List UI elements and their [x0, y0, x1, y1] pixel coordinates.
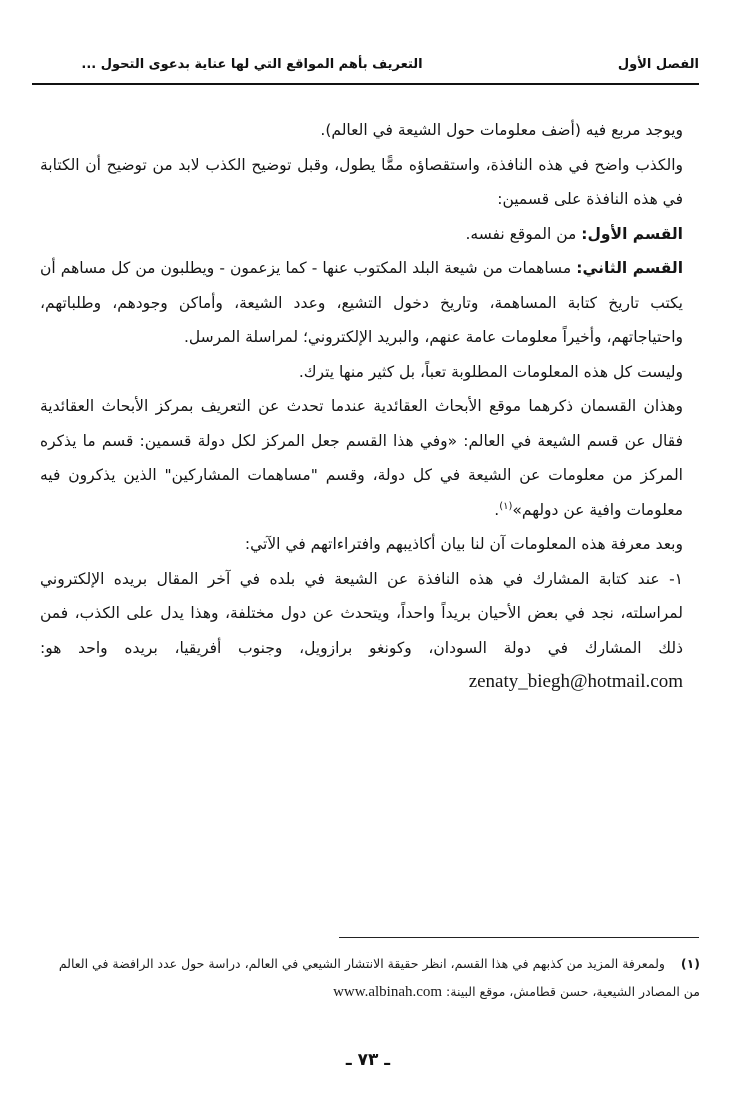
paragraph: والكذب واضح في هذه النافذة، واستقصاؤه ممًّا يطول، وقبل توضيح الكذب لابد من توضيح أن الكتابة في هذه النافذة على قسمين: — [40, 155, 683, 208]
paragraph — [40, 251, 698, 355]
footnotes — [40, 950, 700, 1006]
section-label: القسم الثاني: — [576, 259, 684, 277]
paragraph-text: ١- عند كتابة المشارك في هذه النافذة عن الشيعة في بلده في آخر المقال بريده الإلكتروني لمراسلته، نجد في بعض الأحيان بريداً واحداً، ويتحدث عن دول مختلفة، وهذا يدل على الكذب، فمن ذلك المشارك في دولة السودان، وكونغو برازويل، وجنوب أفريقيا، بريده واحد هو: — [40, 569, 683, 657]
paragraph: وبعد معرفة هذه المعلومات آن لنا بيان أكاذيبهم وافتراءاتهم في الآتي: — [244, 535, 683, 553]
paragraph-text: مساهمات من شيعة البلد المكتوب عنها - كما يزعمون - ويطلبون من كل مساهم أن يكتب تاريخ كتابة المساهمة، وتاريخ دخول التشيع، وعدد الشيعة، وأماكن وجودهم، وطلباتهم، واحتياجاتهم، وأخيراً معلومات عامة عنهم، والبريد الإلكتروني؛ لمراسلة المرسل. — [40, 259, 683, 346]
paragraph: وليست كل هذه المعلومات المطلوبة تعباً، بل كثير منها يترك. — [298, 362, 683, 381]
footnote-url: www.albinah.com — [333, 984, 443, 1000]
paragraph-end: . — [494, 500, 500, 519]
header-divider — [32, 83, 699, 85]
running-header — [32, 55, 699, 85]
main-text — [40, 113, 698, 700]
footnote-number: (١) — [680, 956, 700, 971]
paragraph — [40, 389, 698, 527]
email-address: zenaty_biegh@hotmail.com — [468, 671, 683, 692]
footnote-reference[interactable]: (١) — [499, 500, 513, 512]
footnote-text: ولمعرفة المزيد من كذبهم في هذا القسم، انظر حقيقة الانتشار الشيعي في العالم، دراسة حول عدد الرافضة في العالم من المصادر الشيعية، حسن قطامش، موقع البينة: — [58, 956, 700, 999]
section-title: التعريف بأهم المواقع التي لها عناية بدعوى التحول ... — [81, 57, 423, 72]
chapter-title: الفصل الأول — [617, 57, 699, 72]
paragraph — [40, 562, 698, 700]
paragraph — [40, 217, 698, 252]
paragraph-text: وهذان القسمان ذكرهما موقع الأبحاث العقائدية عندما تحدث عن التعريف بمركز الأبحاث العقائدية فقال عن قسم الشيعة في العالم: «وفي هذا القسم جعل المركز لكل دولة قسمين: قسم ما يذكره المركز من معلومات عن الشيعة في كل دولة، وقسم "مساهمات المشاركين" الذين يذكرون فيه معلومات وافية عن دولهم» — [40, 397, 683, 519]
footnote-divider — [339, 937, 699, 938]
section-label: القسم الأول: — [581, 224, 683, 243]
paragraph-text: من الموقع نفسه. — [465, 224, 582, 243]
page-number: ـ ٧٣ ـ — [345, 1050, 391, 1070]
paragraph: ويوجد مربع فيه (أضف معلومات حول الشيعة في العالم). — [320, 121, 683, 139]
